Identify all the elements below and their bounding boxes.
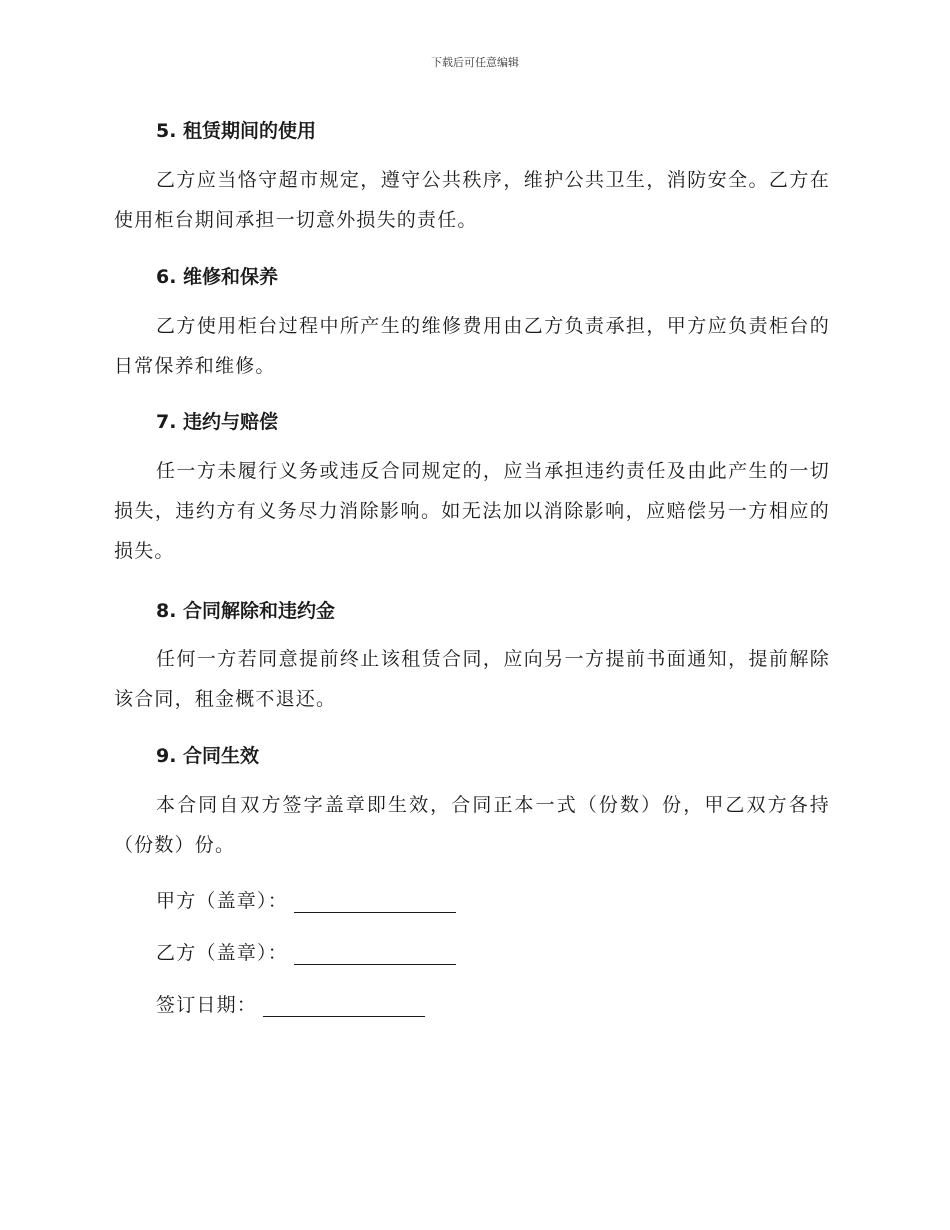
section-body-5: 乙方应当恪守超市规定，遵守公共秩序，维护公共卫生，消防安全。乙方在使用柜台期间承担一切意外损失的责任。 bbox=[114, 169, 830, 231]
section-heading-8: 8. 合同解除和违约金 bbox=[156, 600, 336, 622]
signing-date-blank[interactable] bbox=[263, 996, 425, 1017]
section-body-8: 任何一方若同意提前终止该租赁合同，应向另一方提前书面通知，提前解除该合同，租金概不退还。 bbox=[114, 648, 830, 710]
section-body-9: 本合同自双方签字盖章即生效，合同正本一式（份数）份，甲乙双方各持（份数）份。 bbox=[114, 794, 830, 856]
section-heading-5: 5. 租赁期间的使用 bbox=[156, 120, 317, 142]
party-b-signature-line bbox=[156, 938, 456, 965]
party-a-label: 甲方（盖章）： bbox=[156, 890, 288, 912]
section-heading-7: 7. 违约与赔偿 bbox=[156, 411, 279, 433]
signing-date-label: 签订日期： bbox=[156, 994, 258, 1016]
party-b-signature-blank[interactable] bbox=[294, 944, 456, 965]
party-b-label: 乙方（盖章）： bbox=[156, 942, 288, 964]
signing-date-line bbox=[156, 990, 425, 1017]
section-body-7: 任一方未履行义务或违反合同规定的，应当承担违约责任及由此产生的一切损失，违约方有义务尽力消除影响。如无法加以消除影响，应赔偿另一方相应的损失。 bbox=[114, 460, 830, 562]
page-header: 下载后可任意编辑 bbox=[431, 56, 519, 69]
section-heading-9: 9. 合同生效 bbox=[156, 745, 260, 767]
section-heading-6: 6. 维修和保养 bbox=[156, 266, 279, 288]
party-a-signature-line bbox=[156, 886, 456, 913]
party-a-signature-blank[interactable] bbox=[294, 892, 456, 913]
section-body-6: 乙方使用柜台过程中所产生的维修费用由乙方负责承担，甲方应负责柜台的日常保养和维修。 bbox=[114, 315, 830, 377]
